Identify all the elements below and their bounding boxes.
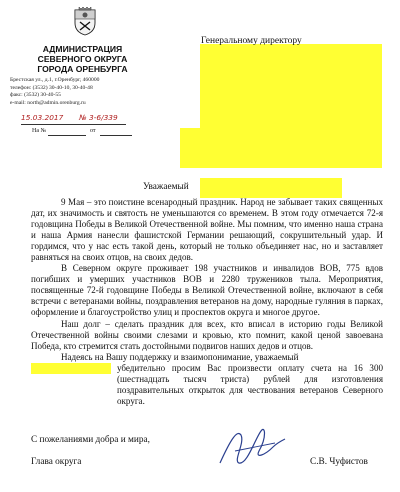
letter-body (31, 197, 383, 407)
ref-number-underline (48, 135, 86, 136)
support-line-text: Надеясь на Вашу поддержку и взаимопонимание, уважаемый (61, 351, 299, 362)
ref-number-label: На № (32, 128, 47, 134)
title-line: СЕВЕРНОГО ОКРУГА (37, 54, 128, 64)
ref-from-label: от (90, 128, 96, 134)
support-line (31, 352, 383, 363)
recipient-redaction (180, 128, 382, 168)
recipient-redaction (200, 44, 382, 128)
title-line: АДМИНИСТРАЦИЯ (42, 44, 123, 54)
payment-paragraph (31, 363, 383, 407)
greeting-name-redaction (200, 178, 342, 198)
title-line: ГОРОДА ОРЕНБУРГА (37, 64, 128, 74)
signatory-role: Глава округа (31, 457, 82, 467)
address-block (10, 77, 140, 107)
email-line: e-mail: north@admin.orenburg.ru (10, 99, 86, 106)
paragraph: В Северном округе проживает 198 участников и инвалидов ВОВ, 775 вдов погибших и умерших участников ВОВ и 2280 тружеников тыла. Мероприятия, посвященные 72-й годовщине Победы в Великой Отечественной войне, включают в себя встречи с ветеранами войны, поздравления ветеранов на дому, народные гуляния в парках, оформление и благоустройство улиц и проспектов округа и многое другое. (31, 263, 383, 318)
registration-number: № 3-6/339 (79, 113, 118, 122)
registration-underline (21, 124, 126, 125)
greeting-text: Уважаемый (143, 182, 189, 192)
ref-date-underline (100, 135, 132, 136)
registration-line (21, 113, 126, 125)
signature-icon (215, 421, 290, 471)
fax-line: факс: (3532) 30-40-55 (10, 92, 61, 99)
paragraph: 9 Мая – это поистине всенародный праздник. Народ не забывает таких священных дат, их значимость и святость не уменьшаются со временем. В этом году отмечается 72-я годовщина Победы в Великой Отечественной войне. Мы помним, что именно наша страна и наша Армия нанесли фашистской Германии решающий, сокрушительный удар. И гордимся, что у нас есть такой день, который не только объединяет нас, но и заставляет равняться на своих отцов, на своих дедов. (31, 197, 383, 263)
registration-date: 15.03.2017 (21, 113, 64, 122)
signatory-name: С.В. Чуфистов (310, 457, 368, 467)
closing-text: С пожеланиями добра и мира, (31, 435, 150, 445)
phone-line: телефон: (3532) 30-40-10, 30-40-48 (10, 84, 93, 91)
payment-text: убедительно просим Вас произвести оплату счета на 16 300 (шестнадцать тысяч триста) рублей для изготовления поздравительных открыток для чествования ветеранов Северного округа. (117, 362, 383, 406)
administration-title (20, 44, 145, 74)
address-line: Брестская ул., д.1, г.Оренбург, 460000 (10, 77, 100, 83)
recipient-title: Генеральному директору (201, 36, 302, 46)
reference-line (32, 128, 152, 134)
coat-of-arms-icon (72, 6, 98, 36)
recipient-name-redaction (31, 363, 111, 374)
paragraph: Наш долг – сделать праздник для всех, кто вписал в историю годы Великой Отечественной войны своими слезами и кровью, кто помнит, какой ценой завоевана Победа, кто стремится стать достойными подвигов наших дедов и отцов. (31, 318, 383, 351)
